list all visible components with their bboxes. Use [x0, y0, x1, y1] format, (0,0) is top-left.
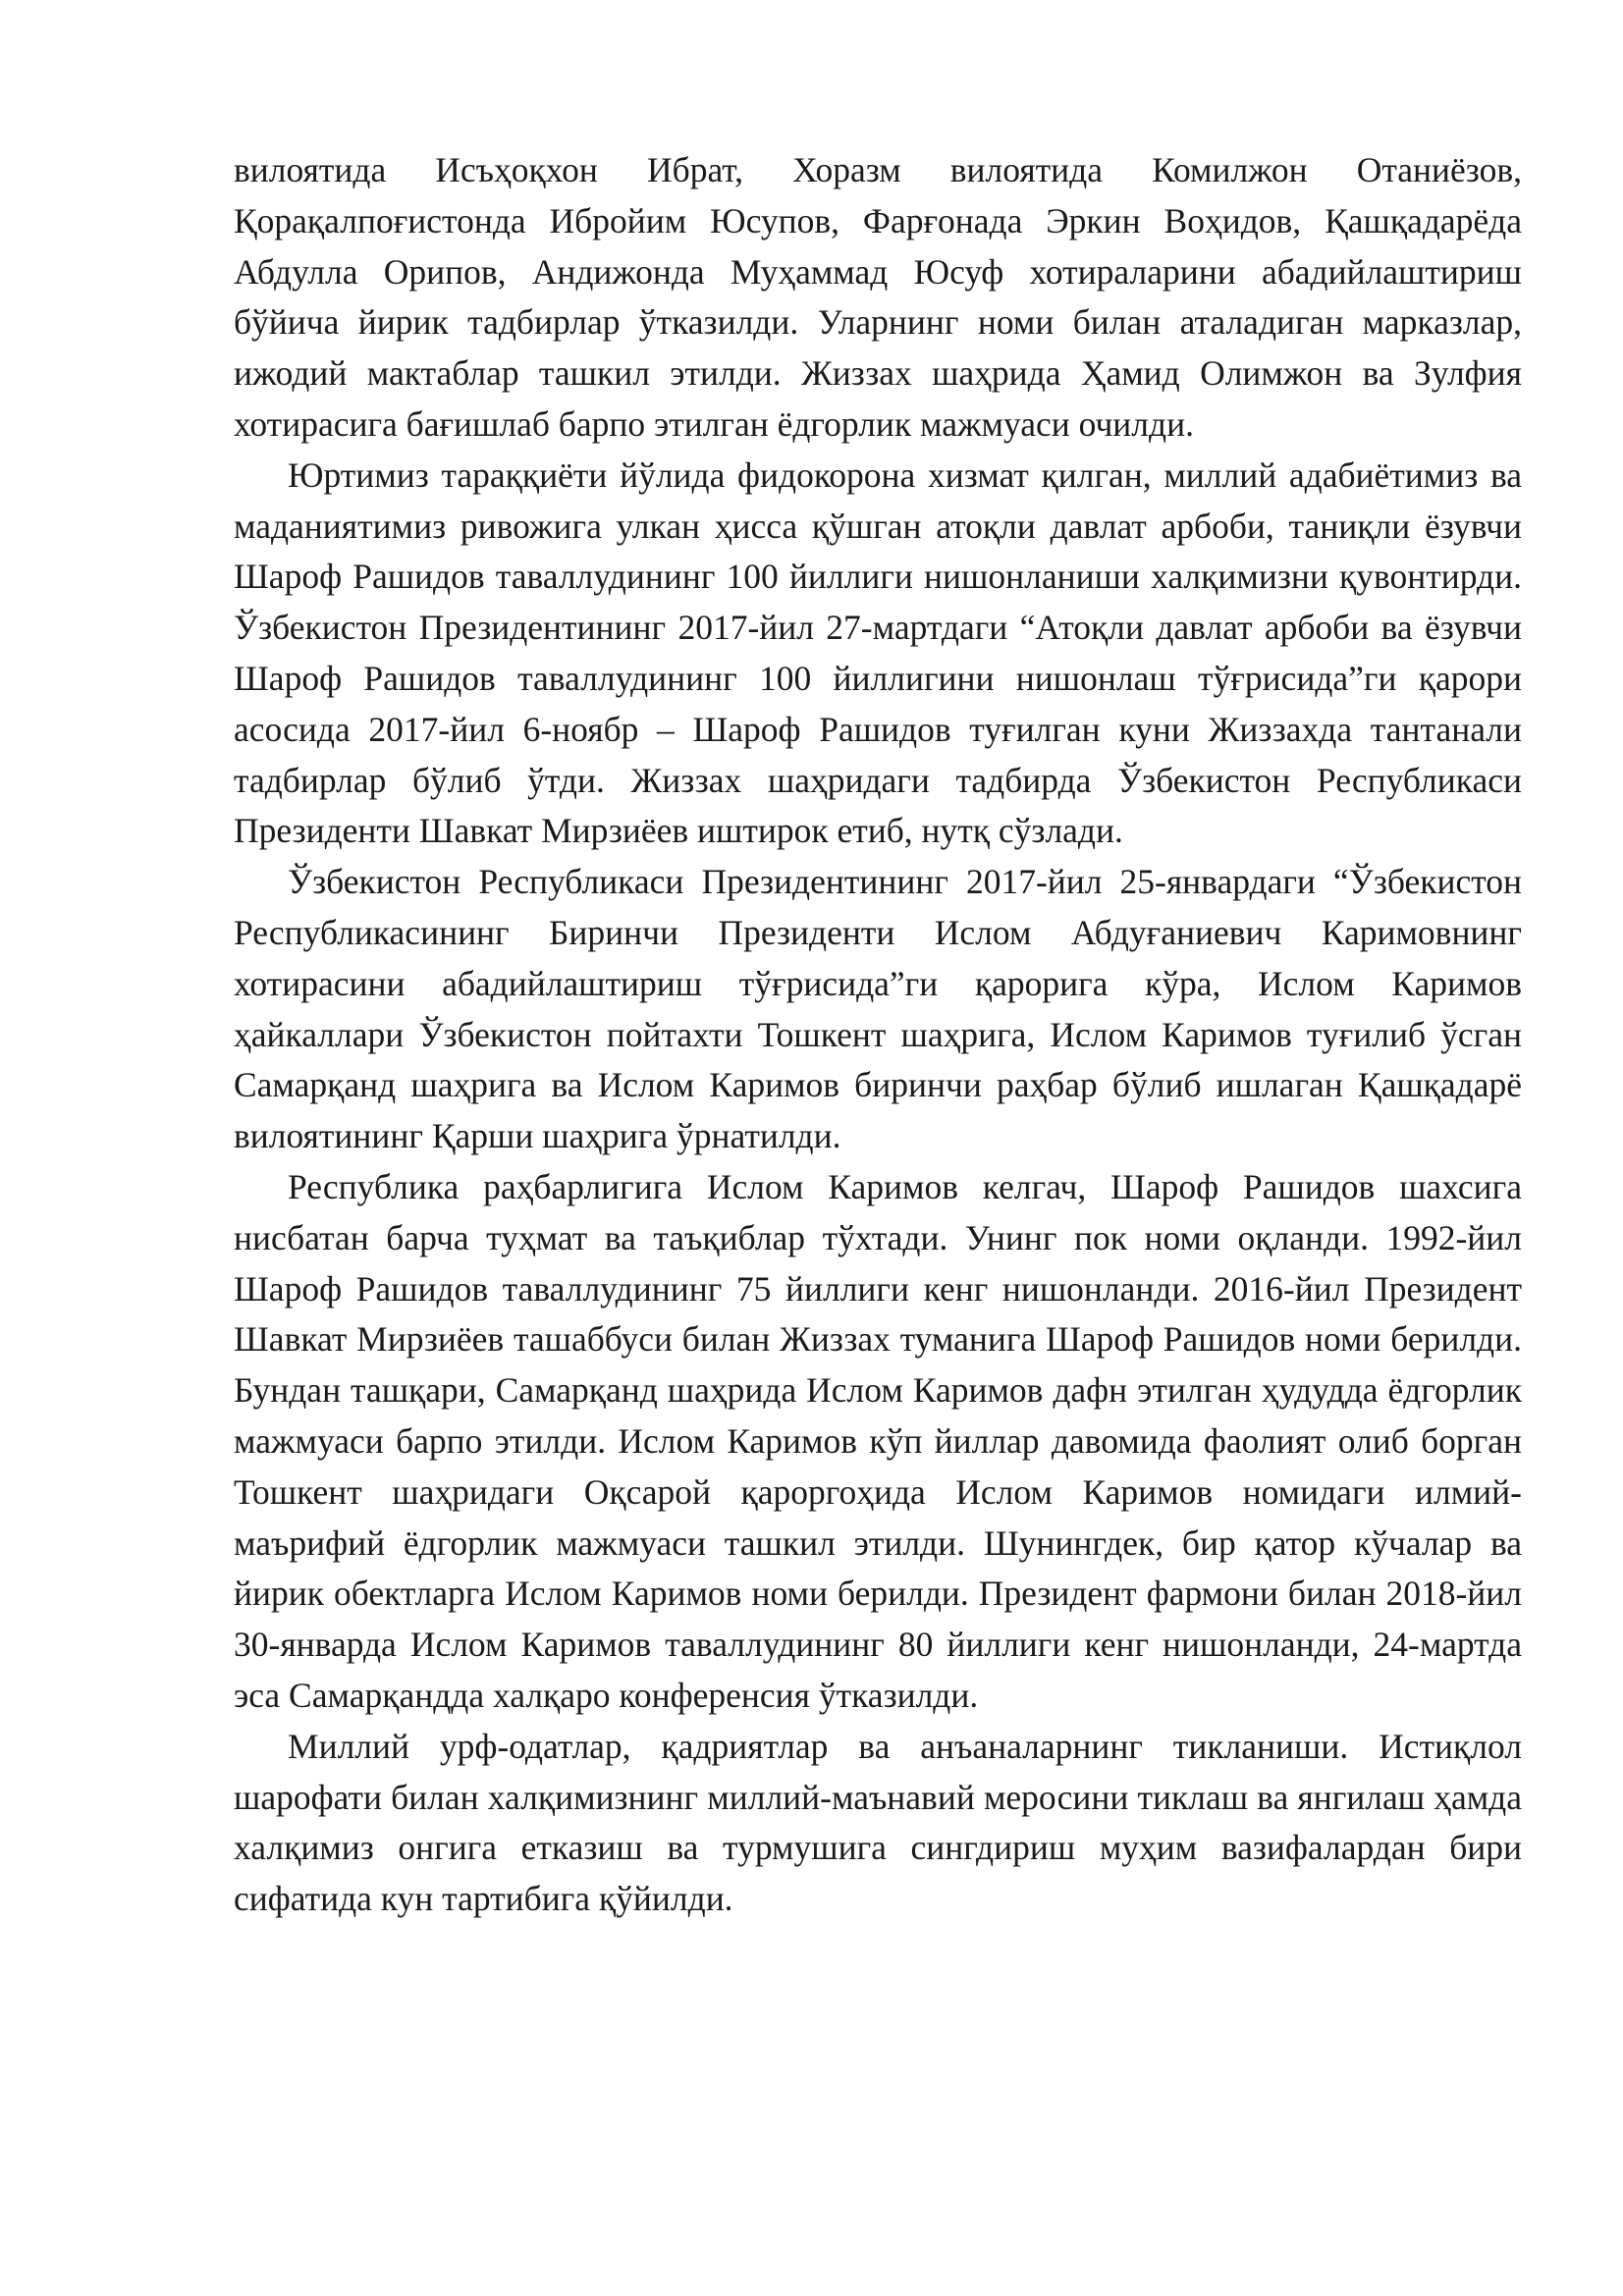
paragraph-karimov-memorials: Ўзбекистон Республикаси Президентининг 2017-йил 25-январдаги “Ўзбекистон Республикасининг Биринчи Президенти Ислом Абдуғаниевич Каримовнинг хотирасини абадийлаштириш тўғрисида”ги қарорига кўра, Ислом Каримов ҳайкаллари Ўзбекистон пойтахти Тошкент шаҳрига, Ислом Каримов туғилиб ўсган Самарқанд шаҳрига ва Ислом Каримов биринчи раҳбар бўлиб ишлаган Қашқадарё вилоятининг Қарши шаҳрига ўрнатилди. — [234, 862, 1522, 1156]
document-body — [234, 145, 1522, 1925]
paragraph-continuation: вилоятида Исъҳоқхон Ибрат, Хоразм вилоятида Комилжон Отаниёзов, Қорақалпоғистонда Ибройим Юсупов, Фарғонада Эркин Воҳидов, Қашқадарёда Абдулла Орипов, Андижонда Муҳаммад Юсуф хотираларини абадийлаштириш бўйича йирик тадбирлар ўтказилди. Уларнинг номи билан аталадиган марказлар, ижодий мактаблар ташкил этилди. Жиззах шаҳрида Ҳамид Олимжон ва Зулфия хотирасига бағишлаб барпо этилган ёдгорлик мажмуаси очилди. — [234, 150, 1522, 444]
paragraph-rashidov-rehabilitation: Республика раҳбарлигига Ислом Каримов келгач, Шароф Рашидов шахсига нисбатан барча туҳмат ва таъқиблар тўхтади. Унинг пок номи оқланди. 1992-йил Шароф Рашидов таваллудининг 75 йиллиги кенг нишонланди. 2016-йил Президент Шавкат Мирзиёев ташаббуси билан Жиззах туманига Шароф Рашидов номи берилди. Бундан ташқари, Самарқанд шаҳрида Ислом Каримов дафн этилган ҳудудда ёдгорлик мажмуаси барпо этилди. Ислом Каримов кўп йиллар давомида фаолият олиб борган Тошкент шаҳридаги Оқсарой қароргоҳида Ислом Каримов номидаги илмий-маърифий ёдгорлик мажмуаси ташкил этилди. Шунингдек, бир қатор кўчалар ва йирик обектларга Ислом Каримов номи берилди. Президент фармони билан 2018-йил 30-январда Ислом Каримов таваллудининг 80 йиллиги кенг нишонланди, 24-мартда эса Самарқандда халқаро конференсия ўтказилди. — [234, 1166, 1522, 1715]
paragraph-rashidov-centenary: Юртимиз тараққиёти йўлида фидокорона хизмат қилган, миллий адабиётимиз ва маданиятимиз ривожига улкан ҳисса қўшган атоқли давлат арбоби, таниқли ёзувчи Шароф Рашидов таваллудининг 100 йиллиги нишонланиши халқимизни қувонтирди. Ўзбекистон Президентининг 2017-йил 27-мартдаги “Атоқли давлат арбоби ва ёзувчи Шароф Рашидов таваллудининг 100 йиллигини нишонлаш тўғрисида”ги қарори асосида 2017-йил 6-ноябр – Шароф Рашидов туғилган куни Жиззахда тантанали тадбирлар бўлиб ўтди. Жиззах шаҳридаги тадбирда Ўзбекистон Республикаси Президенти Шавкат Мирзиёев иштирок етиб, нутқ сўзлади. — [234, 454, 1522, 851]
paragraph-national-traditions: Миллий урф-одатлар, қадриятлар ва анъаналарнинг тикланиши. Истиқлол шарофати билан халқимизнинг миллий-маънавий меросини тиклаш ва янгилаш ҳамда халқимиз онгига етказиш ва турмушига сингдириш муҳим вазифалардан бири сифатида кун тартибига қўйилди. — [234, 1726, 1522, 1919]
